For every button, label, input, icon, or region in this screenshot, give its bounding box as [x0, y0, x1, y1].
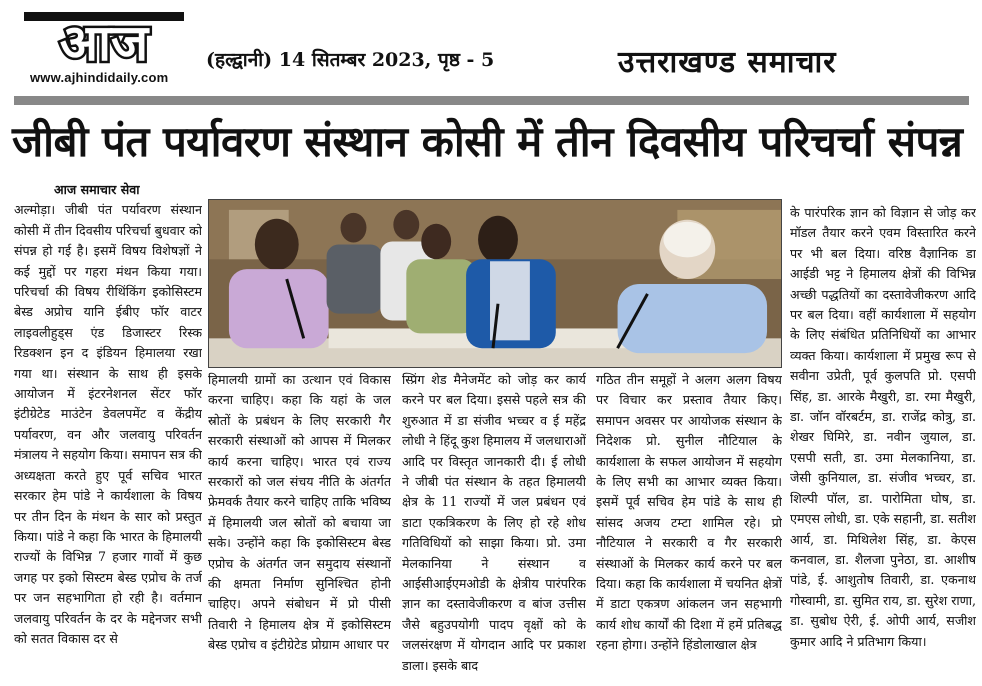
column-4-text: गठित तीन समूहों ने अलग अलग विषय पर विचार कर प्रस्ताव तैयार किए। समापन अवसर पर आयोजक संस्थान के निदेशक प्रो. सुनील नौटियाल के कार्यशाला के सफल आयोजन में सहयोग के लिए सभी का आभार व्यक्त किया। इसमें पूर्व सचिव हेम पांडे के साथ ही सांसद अजय टम्टा शामिल रहे। प्रो नौटियाल ने सरकारी व गैर सरकारी संस्थाओं के मिलकर कार्य करने पर बल दिया। कहा कि कार्यशाला में चयनित क्षेत्रों में डाटा एकत्रण आंकलन जन सहभागी कार्य शोध कार्यों की दिशा में हमें प्रतिबद्ध रहना होगा। उन्होंने हिंडोलाखाल क्षेत्र	[596, 372, 782, 653]
article-headline: जीबी पंत पर्यावरण संस्थान कोसी में तीन दिवसीय परिचर्चा संपन्न	[12, 117, 963, 166]
article-column-5	[790, 203, 976, 681]
column-2-text: हिमालयी ग्रामों का उत्थान एवं विकास करना चाहिए। कहा कि यहां के जल स्रोतों के प्रबंधन के लिए सरकारी गैर सरकारी संस्थाओं को आपस में मिलकर कार्य करना चाहिए। भारत एवं राज्य सरकारों को जल संचय नीति के अंतर्गत फ्रेमवर्क तैयार करने चाहिए ताकि भविष्य में हिमालयी जल स्रोतों को बचाया जा सके। उन्होंने कहा कि इकोसिस्टम बेस्ड एप्रोच के अंतर्गत जन समुदाय संस्थानों की क्षमता निर्माण सुनिश्चित होनी चाहिए। अपने संबोधन में प्रो पीसी तिवारी ने हिमालय क्षेत्र में इकोसिस्टम बेस्ड एप्रोच व इंटीग्रेटेड प्रोग्राम आधार पर	[208, 372, 391, 653]
logo-graphic	[24, 6, 184, 66]
header-rule	[14, 96, 969, 105]
column-1-text: अल्मोड़ा। जीबी पंत पर्यावरण संस्थान कोसी में तीन दिवसीय परिचर्चा बुधवार को संपन्न हो गई है। इसमें विषय विशेषज्ञों ने कई मुद्दों पर गहरा मंथन किया गया। परिचर्चा की विषय रीथिंकिंग इकोसिस्टम बेस्ड अप्रोच यानि ईबीए फॉर वाटर लाइवलीहुड्स एंड डिजास्टर रिस्क रिडक्शन इन द इंडियन हिमालया रखा गया था। संस्थान के साथ ही इसके आयोजन में इंटरनेशनल सेंटर फॉर इंटीग्रेटेड माउंटेन डेवलपमेंट व केंद्रीय पर्यावरण, वन और जलवायु परिवर्तन मंत्रालय ने सहयोग किया। समापन सत्र की अध्यक्षता करते हुए पूर्व सचिव भारत सरकार हेम पांडे ने कार्यशाला के विषय पर तीन दिन के मंथन के सार को प्रस्तुत किया। पांडे ने कहा कि भारत के हिमालयी राज्यों के विभिन्न 7 हजार गावों में कुछ जगह पर इको सिस्टम बेस्ड एप्रोच के तर्ज पर जन सहभागिता हो रही है। वर्तमान जलवायु परिवर्तन के दर के मद्देनजर सभी को सतत विकास दर से	[14, 202, 202, 646]
newspaper-logo	[24, 6, 184, 66]
article-column-3	[402, 370, 586, 682]
article-column-2	[208, 370, 391, 682]
article-photo	[208, 199, 782, 368]
column-3-text: स्प्रिंग शेड मैनेजमेंट को जोड़ कर कार्य करने पर बल दिया। इससे पहले सत्र की शुरुआत में डा संजीव भच्चर व ई महेंद्र लोधी ने हिंदू कुश हिमालय में जलधाराओं आदि पर विस्तृत जानकारी दी। ई लोधी ने जीबी पंत संस्थान के तहत हिमालयी क्षेत्र के 11 राज्यों में जल प्रबंधन एवं डाटा एकत्रिकरण के लिए हो रहे शोध गतिविधियों को साझा किया। प्रो. उमा मेलकानिया ने संस्थान व आईसीआईएमओडी के क्षेत्रीय पारंपरिक ज्ञान का दस्तावेजीकरण व बांज उत्तीस जैसे बहुउपयोगी पादप वृक्षों को के जलसंरक्षण में योगदान आदि पर प्रकाश डाला। इसके बाद	[402, 372, 586, 673]
article-byline: आज समाचार सेवा	[54, 182, 140, 197]
photo-illustration	[209, 200, 781, 367]
website-url[interactable]: www.ajhindidaily.com	[30, 70, 169, 85]
article-column-1	[14, 180, 202, 680]
dateline: (हल्द्वानी) 14 सितम्बर 2023, पृष्ठ - 5	[206, 49, 495, 71]
column-5-text: के पारंपरिक ज्ञान को विज्ञान से जोड़ कर मॉडल तैयार करने एवम विस्तारित करने पर भी बल दिया। वरिष्ठ वैज्ञानिक डा आईडी भट्ट ने हिमालय क्षेत्रों की विभिन्न अच्छी पद्धतियों का दस्तावेजीकरण आदि पर बल दिया। वहीं कार्यशाला में सहयोग के लिए संबंधित प्रतिनिधियों का आभार व्यक्त किया। कार्यशाला में प्रमुख रूप से सवीना उप्रेती, पूर्व कुलपति प्रो. एसपी सिंह, डा. आरके मैखुरी, डा. रमा मैखुरी, डा. जॉन वॉरबर्टम, डा. राजेंद्र कोत्रु, डा. शेखर घिमिरे, डा. नवीन जुयाल, डा. एसपी सती, डा. उमा मेलकानिया, डा. जेसी कुनियाल, डा. संजीव भच्चर, डा. शिल्पी पॉल, डा. पारोमिता घोष, डा. एमएस लोधी, डा. एके सहानी, डा. सतीश आर्य, डा. मिथिलेश सिंह, डा. केएस कनवाल, डा. शैलजा पुनेठा, डा. आशीष पांडे, ई. आशुतोष तिवारी, डा. एकनाथ गोस्वामी, डा. सुमित राय, डा. सुरेश राणा, डा. सुबोध ऐरी, ई. ओपी आर्य, सजीश कुमार आदि ने प्रतिभाग किया।	[790, 205, 976, 649]
logo-text: आज	[59, 14, 149, 66]
section-title: उत्तराखण्ड समाचार	[618, 45, 837, 80]
article-column-4	[596, 370, 782, 682]
